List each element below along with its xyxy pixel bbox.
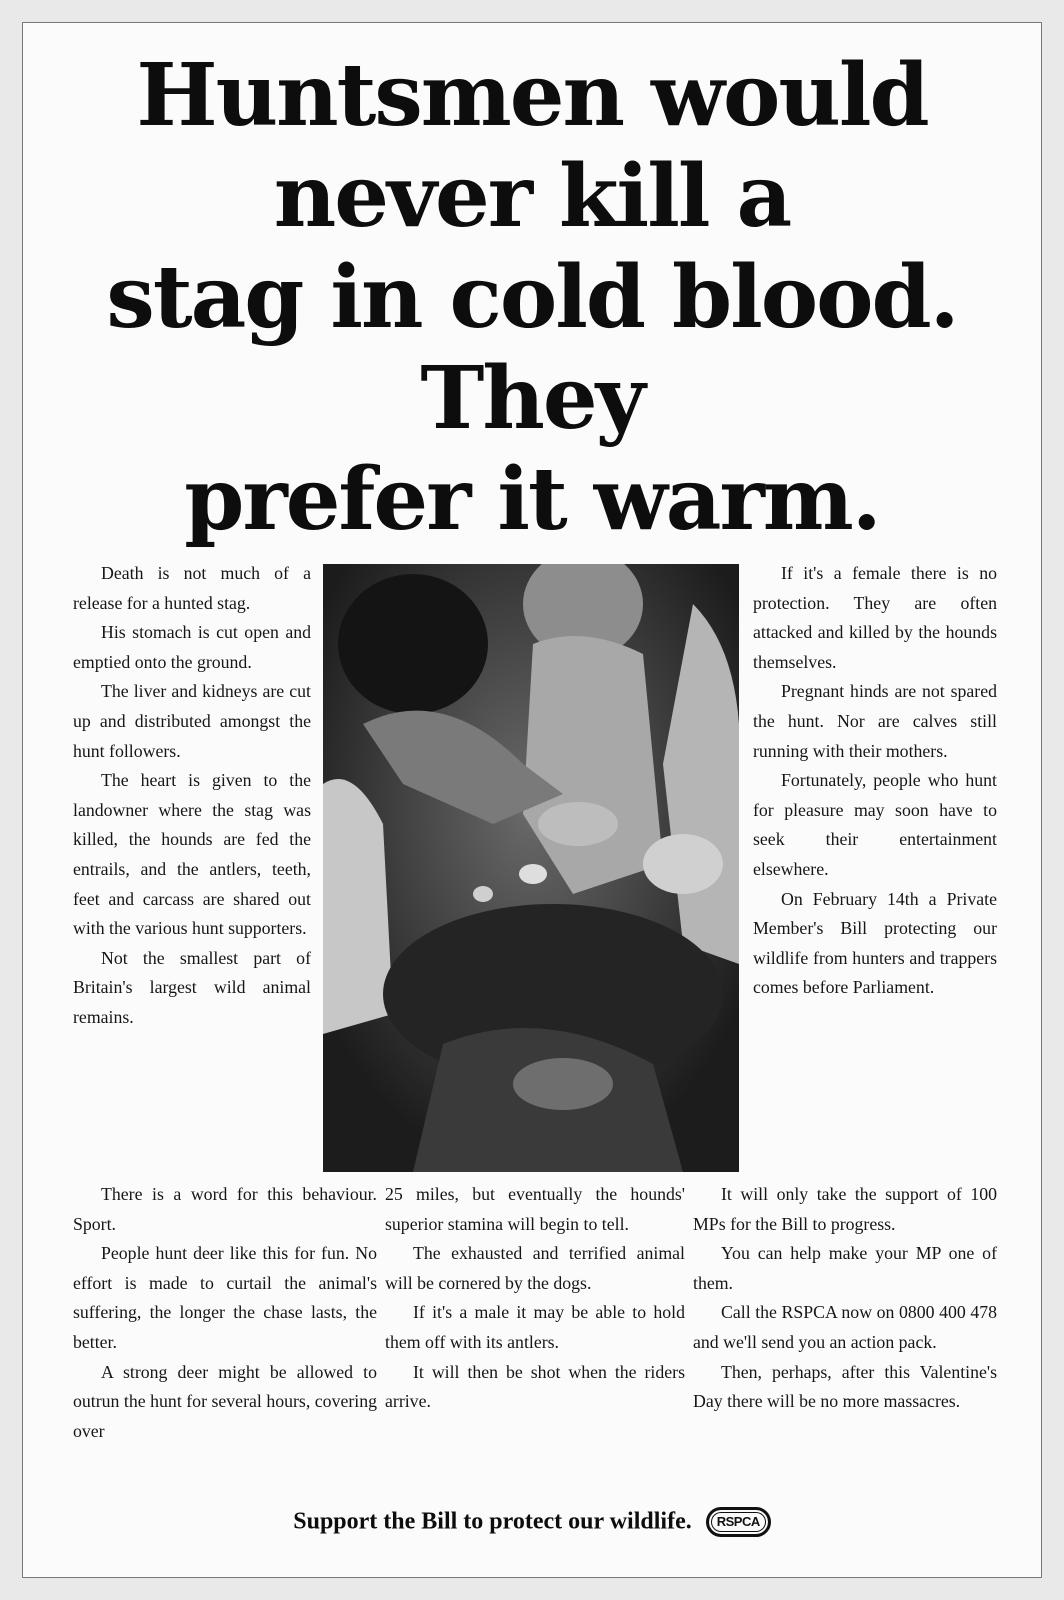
body-paragraph: Fortunately, people who hunt for pleasure may soon have to seek their entertainment elsewhere. [753,770,997,879]
body-paragraph: The heart is given to the landowner where the stag was killed, the hounds are fed the entrails, and the antlers, teeth, feet and carcass are shared out with the various hunt supporters. [73,770,311,939]
body-paragraph: There is a word for this behaviour. Sport. [73,1184,377,1234]
body-column-middle-bottom [385,1180,685,1417]
body-paragraph: If it's a female there is no protection. They are often attacked and killed by the hounds themselves. [753,563,997,672]
rspca-logo: RSPCA [706,1507,771,1537]
headline-line: Huntsmen would [136,45,928,146]
body-paragraph: It will then be shot when the riders arrive. [385,1361,685,1412]
body-paragraph: Not the smallest part of Britain's largest wild animal remains. [73,947,311,1027]
footer [23,1507,1041,1537]
body-paragraph: The exhausted and terrified animal will be cornered by the dogs. [385,1243,685,1293]
headline-line: never kill a [273,146,791,247]
headline [23,45,1041,550]
body-paragraph: The liver and kidneys are cut up and distributed amongst the hunt followers. [73,681,311,761]
body-column-right-bottom [693,1180,997,1417]
body-paragraph: A strong deer might be allowed to outrun the hunt for several hours, covering over [73,1361,377,1441]
body-column-right-top [753,559,997,1003]
hunt-photo [323,564,739,1172]
body-paragraph: On February 14th a Private Member's Bill protecting our wildlife from hunters and trappers comes before Parliament. [753,888,997,998]
body-paragraph: If it's a male it may be able to hold them off with its antlers. [385,1302,685,1352]
body-column-left-bottom [73,1180,377,1446]
body-paragraph: Death is not much of a release for a hunted stag. [73,563,311,613]
body-paragraph: It will only take the support of 100 MPs for the Bill to progress. [693,1184,997,1234]
body-paragraph: His stomach is cut open and emptied onto the ground. [73,622,311,672]
advertisement-page [22,22,1042,1578]
footer-tagline: Support the Bill to protect our wildlife. [293,1508,692,1535]
photo-illustration [323,564,739,1172]
body-paragraph: You can help make your MP one of them. [693,1243,997,1293]
body-column-left-top [73,559,311,1033]
headline-line: stag in cold blood. [106,247,958,348]
body-paragraph: Pregnant hinds are not spared the hunt. Nor are calves still running with their mothers. [753,681,997,761]
headline-line: prefer it warm. [184,449,880,550]
body-paragraph: 25 miles, but eventually the hounds' superior stamina will begin to tell. [385,1184,685,1234]
headline-line: They [420,348,644,449]
body-paragraph: Call the RSPCA now on 0800 400 478 and we'll send you an action pack. [693,1302,997,1352]
body-paragraph: Then, perhaps, after this Valentine's Day there will be no more massacres. [693,1361,997,1412]
body-paragraph: People hunt deer like this for fun. No effort is made to curtail the animal's suffering, the longer the chase lasts, the better. [73,1243,377,1352]
